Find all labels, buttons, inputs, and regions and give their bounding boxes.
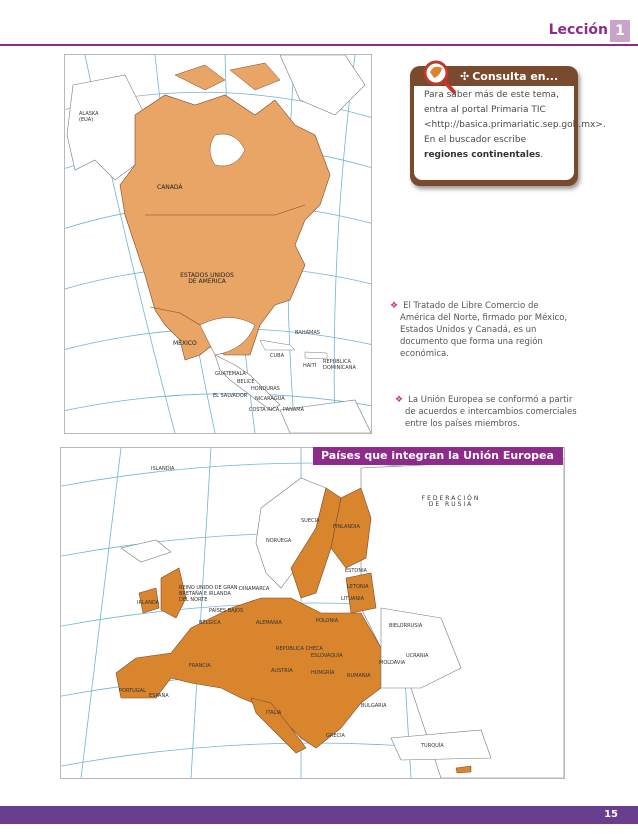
eu-map-title: Países que integran la Unión Europea [313, 447, 563, 465]
label-bulgaria: BULGARIA [361, 703, 387, 709]
label-cuba: CUBA [270, 353, 285, 359]
eu-map-graphic [61, 448, 564, 778]
label-costa-rica: COSTA RICA [249, 407, 280, 413]
label-france: FRANCIA [189, 663, 211, 669]
label-ukraine: UCRANIA [406, 653, 429, 659]
label-latvia: LETONIA [347, 584, 369, 590]
label-belarus: BIELORRUSIA [389, 623, 423, 629]
label-honduras: HONDURAS [251, 386, 280, 392]
label-lithuania: LITUANIA [341, 596, 365, 602]
label-guatemala: GUATEMALA [215, 371, 246, 377]
label-belice: BELICE [237, 379, 255, 385]
label-uk: REINO UNIDO DE GRAN BRETAÑA E IRLANDA DEL NORTE [179, 585, 238, 603]
footer-bar [0, 806, 638, 824]
label-spain: ESPAÑA [149, 693, 169, 699]
label-el-salvador: EL SALVADOR [213, 393, 248, 399]
label-estonia: ESTONIA [345, 568, 367, 574]
label-mexico: MÉXICO [173, 340, 197, 347]
label-italy: ITALIA [266, 710, 282, 716]
label-turkey: TURQUÍA [421, 743, 444, 749]
label-canada: CANADÁ [157, 184, 183, 191]
header-rule [0, 44, 638, 46]
label-czech: REPÚBLICA CHECA [276, 646, 323, 652]
label-poland: POLONIA [316, 618, 339, 624]
label-greece: GRECIA [326, 733, 345, 739]
label-austria: AUSTRIA [271, 668, 293, 674]
label-alaska: ALASKA (EUA) [79, 111, 99, 123]
consulta-body: Para saber más de este tema, entra al portal Primaria TIC <http://basica.primariatic.sep.gob.mx>. En el buscador escribe regiones continentales. [414, 86, 574, 180]
label-iceland: ISLANDIA [151, 466, 175, 472]
label-bahamas: BAHAMAS [295, 330, 320, 336]
label-netherlands: PAÍSES BAJOS [209, 608, 244, 614]
note-ue: ❖ La Unión Europea se conformó a partir de acuerdos e intercambios comerciales entre los países miembros. [395, 395, 577, 429]
label-finland: FINLANDIA [333, 524, 360, 530]
label-russia: FEDERACIÓN DE RUSIA [421, 495, 481, 508]
magnifier-icon [420, 58, 458, 96]
label-romania: RUMANIA [347, 673, 371, 679]
lesson-number: 1 [610, 20, 630, 42]
consulta-title: ✣ Consulta en... [460, 70, 559, 83]
label-portugal: PORTUGAL [119, 688, 146, 694]
label-dominicana: REPÚBLICA DOMINICANA [323, 359, 356, 371]
label-haiti: HAITÍ [303, 363, 317, 369]
label-moldova: MOLDAVIA [379, 660, 406, 666]
label-hungary: HUNGRÍA [311, 670, 335, 676]
bullet-icon: ❖ [390, 301, 399, 311]
bullet-icon: ❖ [395, 395, 404, 405]
lesson-label: Lección [548, 22, 608, 38]
note-tlcan: ❖ El Tratado de Libre Comercio de América del Norte, firmado por México, Estados Unidos y Canadá, es un documento que forma una región económica. [390, 301, 568, 359]
consulta-keyword: regiones continentales [424, 150, 541, 160]
label-usa: ESTADOS UNIDOS DE AMÉRICA [180, 272, 234, 285]
star-icon: ✣ [460, 70, 470, 83]
page-number: 15 [604, 809, 618, 820]
label-panama: PANAMÁ [283, 407, 305, 413]
label-ireland: IRLANDA [137, 600, 160, 606]
label-denmark: DINAMARCA [239, 586, 270, 592]
label-nicaragua: NICARAGUA [255, 396, 285, 402]
consulta-text: Para saber más de este tema, entra al portal Primaria TIC <http://basica.primariatic.sep.gob.mx>. En el buscador escribe [424, 90, 606, 145]
label-sweden: SUECIA [301, 518, 320, 524]
eu-map [60, 447, 565, 779]
north-america-map [64, 54, 372, 434]
label-norway: NORUEGA [266, 538, 292, 544]
label-germany: ALEMANIA [256, 620, 282, 626]
label-slovakia: ESLOVAQUIA [311, 653, 343, 659]
label-belgium: BÉLGICA [199, 620, 221, 626]
